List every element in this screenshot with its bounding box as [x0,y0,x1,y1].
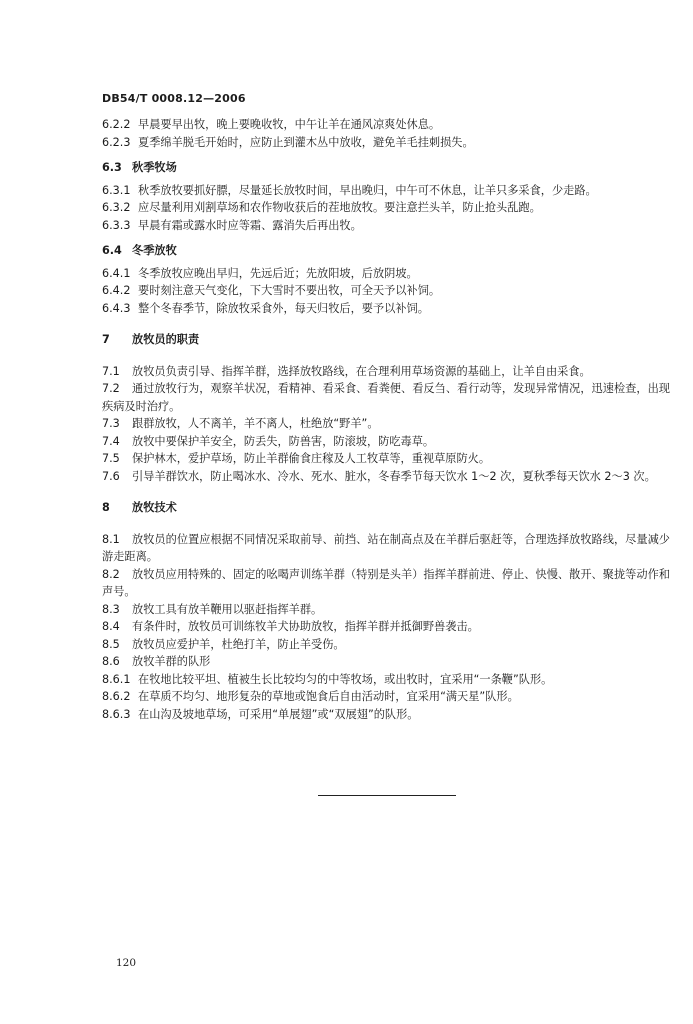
clause-text: 放牧工具有放羊鞭用以驱赶指挥羊群。 [132,602,323,616]
clause-text: 跟群放牧，人不离羊，羊不离人，杜绝放“野羊”。 [132,417,379,430]
clause-6-2-3 [102,134,670,152]
clause-text: 放牧员应爱护羊，杜绝打羊，防止羊受伤。 [132,637,345,651]
clause-text: 放牧员的位置应根据不同情况采取前导、前挡、站在制高点及在羊群后驱赶等，合理选择放牧路线，尽量减少游走距离。 [102,532,670,563]
clause-number: 8.6.1 [102,672,131,686]
clause-8-4 [102,618,670,636]
section-6-4 [102,242,670,317]
clause-number: 8.4 [102,620,120,633]
clause-8-5 [102,636,670,654]
section-7 [102,331,670,485]
clause-8-6-1 [102,671,670,689]
chapter-number: 7 [102,333,110,346]
clause-text: 整个冬春季节，除放牧采食外，每天归牧后，要予以补饲。 [138,301,429,315]
clause-text: 在山沟及坡地草场，可采用“单展翅”或“双展翅”的队形。 [138,707,419,721]
clause-number: 6.3.2 [102,201,131,214]
section-number: 6.4 [102,244,122,257]
section-title: 冬季放牧 [132,244,177,257]
clause-7-3 [102,415,670,433]
clause-text: 保护林木，爱护草场，防止羊群偷食庄稼及人工牧草等，重视草原防火。 [132,452,491,465]
clause-number: 6.3.1 [102,183,131,197]
clause-text: 放牧员负责引导、指挥羊群，选择放牧路线，在合理利用草场资源的基础上，让羊自由采食。 [132,364,591,378]
clause-number: 7.1 [102,364,120,378]
clause-6-3-3 [102,217,670,235]
clause-text: 冬季放牧应晚出早归，先远后近；先放阳坡，后放阴坡。 [138,266,418,280]
clause-text: 要时刻注意天气变化，下大雪时不要出牧，可全天予以补饲。 [138,284,441,297]
clause-number: 6.3.3 [102,218,131,232]
clause-6-4-1 [102,265,670,283]
clause-number: 8.5 [102,637,120,651]
section-number: 6.3 [102,161,122,174]
chapter-title: 放牧技术 [132,501,177,514]
clause-number: 6.4.3 [102,301,131,315]
clause-8-1 [102,531,670,566]
section-6-3 [102,159,670,234]
document-code: DB54/T 0008.12—2006 [102,92,246,105]
clause-text: 应尽量利用刈割草场和农作物收获后的茬地放牧。要注意拦头羊，防止抢头乱跑。 [138,201,541,214]
clause-text: 引导羊群饮水，防止喝冰水、冷水、死水、脏水，冬春季节每天饮水 1～2 次，夏秋季每天饮水 2～3 次。 [132,469,656,483]
clause-7-6 [102,468,670,486]
clause-text: 在牧地比较平坦、植被生长比较均匀的中等牧场，或出牧时，宜采用“一条鞭”队形。 [138,672,553,686]
clause-6-3-2 [102,199,670,217]
clause-number: 7.6 [102,469,120,483]
clause-number: 8.3 [102,602,120,616]
clause-text: 放牧中要保护羊安全，防丢失，防兽害，防滚坡，防吃毒草。 [132,434,435,448]
chapter-number: 8 [102,501,110,514]
clause-text: 夏季绵羊脱毛开始时，应防止到灌木丛中放收，避免羊毛挂刺损失。 [138,135,474,149]
section-heading [102,159,670,177]
clause-text: 放牧羊群的队形 [132,655,211,668]
clause-text: 放牧员应用特殊的、固定的吆喝声训练羊群（特别是头羊）指挥羊群前进、停止、快慢、散开、聚拢等动作和声号。 [102,567,670,598]
section-8 [102,499,670,723]
section-title: 秋季牧场 [132,161,177,174]
clause-text: 有条件时，放牧员可训练牧羊犬协助放牧，指挥羊群并抵御野兽袭击。 [132,620,479,633]
clause-number: 7.4 [102,434,120,448]
clause-number: 6.4.1 [102,266,131,280]
page-number: 120 [116,957,137,969]
clause-number: 8.6 [102,655,120,668]
section-heading [102,242,670,260]
clause-text: 通过放牧行为，观察羊状况，看精神、看采食、看粪便、看反刍、看行动等，发现异常情况，迅速检查，出现疾病及时治疗。 [102,382,670,413]
document-body [102,116,670,723]
clause-7-2 [102,380,670,415]
clause-6-4-3 [102,300,670,318]
clause-7-4 [102,433,670,451]
clause-number: 6.2.3 [102,135,131,149]
end-rule [318,795,456,796]
clause-8-3 [102,601,670,619]
clause-number: 8.6.2 [102,690,131,703]
clause-6-3-1 [102,182,670,200]
clause-6-4-2 [102,282,670,300]
clause-number: 6.4.2 [102,284,131,297]
clause-7-1 [102,363,670,381]
clause-8-6 [102,653,670,671]
clause-text: 在草质不均匀、地形复杂的草地或饱食后自由活动时，宜采用“满天星”队形。 [138,690,519,703]
clause-8-6-3 [102,706,670,724]
clause-text: 秋季放牧要抓好膘，尽量延长放牧时间，早出晚归，中午可不休息，让羊只多采食，少走路。 [138,183,597,197]
clause-text: 早晨有霜或露水时应等霜、露消失后再出牧。 [138,218,362,232]
clause-number: 8.2 [102,567,120,581]
clause-6-2-2 [102,116,670,134]
chapter-title: 放牧员的职责 [132,333,200,346]
chapter-heading [102,331,670,349]
clause-8-6-2 [102,688,670,706]
clause-7-5 [102,450,670,468]
chapter-heading [102,499,670,517]
section-6-2-items [102,116,670,151]
clause-number: 6.2.2 [102,118,131,131]
clause-text: 早晨要早出牧，晚上要晚收牧，中午让羊在通风凉爽处休息。 [138,118,441,131]
clause-number: 8.6.3 [102,707,131,721]
clause-number: 7.5 [102,452,120,465]
clause-number: 8.1 [102,532,120,546]
clause-8-2 [102,566,670,601]
clause-number: 7.3 [102,417,120,430]
clause-number: 7.2 [102,382,120,395]
